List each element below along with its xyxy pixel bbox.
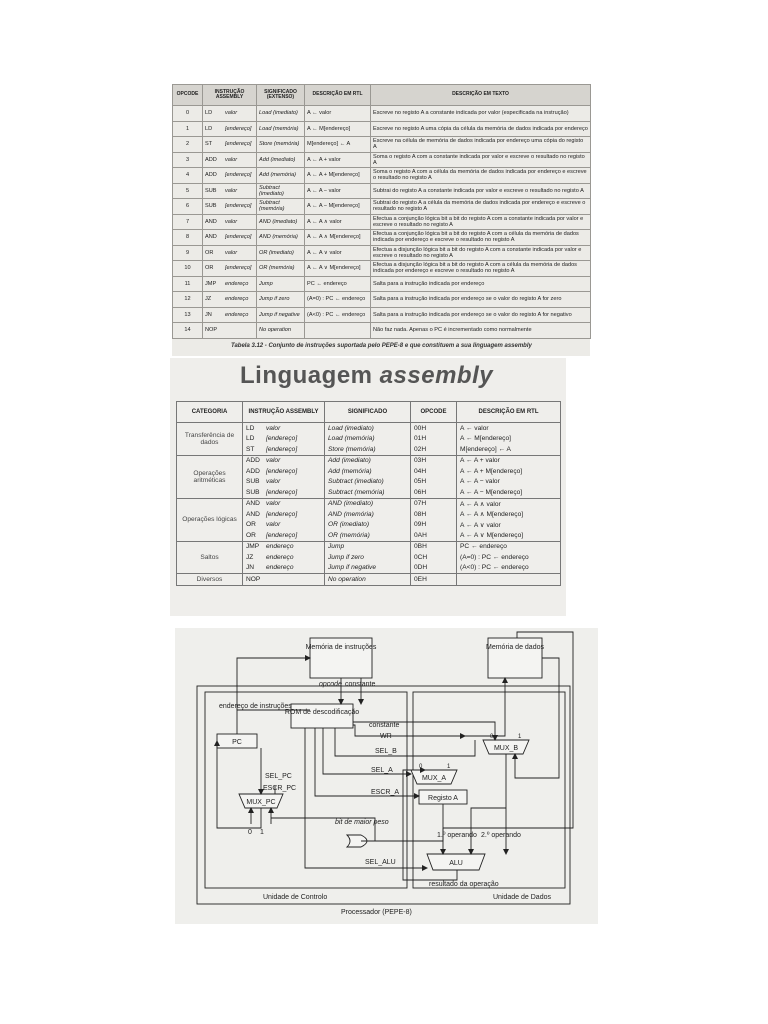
opcode-cell: 0AH	[411, 530, 457, 541]
opcode-cell: 13	[173, 307, 203, 323]
data-memory-label: Memória de dados	[486, 644, 544, 651]
category-cell: Operações aritméticas	[177, 455, 243, 498]
opcode-cell: 14	[173, 323, 203, 339]
text-description-cell: Efectua a conjunção lógica bit a bit do registo A com a constante indicada por valor e escreve o resultado no registo A	[371, 214, 591, 230]
opcode-cell: 07H	[411, 498, 457, 509]
opcode-cell: 4	[173, 168, 203, 184]
meaning-cell: AND (memória)	[325, 509, 411, 520]
rtl-cell: A ← A + valor	[305, 152, 371, 168]
text-description-cell: Subtrai do registo A a constante indicada por valor e escreve o resultado no registo A	[371, 183, 591, 199]
opcode-cell: 2	[173, 137, 203, 153]
table-row	[173, 183, 591, 199]
mnemonic: ADD	[246, 467, 260, 475]
operand: [endereço]	[225, 125, 252, 132]
operand: [endereço]	[225, 265, 252, 272]
table-row	[177, 574, 561, 586]
constant-signal-label: constante	[369, 722, 400, 729]
opcode-label: opcode	[319, 681, 342, 688]
data-unit-label: Unidade de Dados	[493, 894, 551, 901]
escr-pc-signal-label: ESCR_PC	[263, 785, 297, 792]
title-text: Linguagem	[240, 362, 380, 389]
opcode-cell: 00H	[411, 423, 457, 434]
category-cell: Saltos	[177, 541, 243, 574]
instruction-address-label: endereço de instruções	[219, 703, 292, 710]
processor-block-diagram	[175, 628, 598, 924]
rtl-cell: A ← M[endereço]	[457, 434, 561, 445]
mnemonic: SUB	[205, 203, 217, 210]
meaning-cell: Add (imediato)	[257, 152, 305, 168]
mnemonic: OR	[205, 265, 214, 272]
mnemonic: NOP	[246, 575, 261, 583]
text-description-cell: Salta para a instrução indicada por endereço se o valor do registo A for negativo	[371, 307, 591, 323]
sel-a-signal-label: SEL_A	[371, 767, 393, 774]
operand-2-label: 2.º operando	[481, 832, 521, 839]
mnemonic: AND	[205, 234, 217, 241]
rtl-cell: A ← A − valor	[305, 183, 371, 199]
meaning-cell: Store (memória)	[325, 444, 411, 455]
rtl-cell: A ← A + valor	[457, 455, 561, 466]
opcode-cell: 09H	[411, 520, 457, 531]
table-row	[173, 199, 591, 215]
instruction-cell	[203, 230, 257, 246]
instruction-cell	[203, 292, 257, 308]
rtl-cell: A ← A ∨ valor	[457, 520, 561, 531]
processor-label: Processador (PEPE-8)	[341, 909, 412, 916]
rtl-cell: A ← A − M[endereço]	[457, 487, 561, 498]
mnemonic: ST	[246, 445, 255, 453]
category-cell: Diversos	[177, 574, 243, 586]
mnemonic: LD	[205, 125, 213, 132]
opcode-cell: 5	[173, 183, 203, 199]
column-header: DESCRIÇÃO EM RTL	[457, 402, 561, 423]
rtl-cell: A ← A ∧ valor	[457, 498, 561, 509]
operand: endereço	[225, 280, 249, 287]
mnemonic: JMP	[205, 280, 217, 287]
column-header: SIGNIFICADO	[325, 402, 411, 423]
category-cell: Transferência de dados	[177, 423, 243, 456]
mnemonic: OR	[246, 531, 256, 539]
opcode-cell: 03H	[411, 455, 457, 466]
meaning-cell: Subtract (memória)	[325, 487, 411, 498]
mnemonic: NOP	[205, 327, 218, 334]
opcode-cell: 3	[173, 152, 203, 168]
table-row	[173, 230, 591, 246]
instruction-cell	[243, 498, 325, 509]
assembly-language-table	[176, 401, 561, 586]
rtl-cell	[457, 574, 561, 586]
assembly-language-table-scan	[170, 358, 566, 616]
mux-pc-input-1: 1	[260, 829, 264, 836]
table-header-row	[173, 85, 591, 106]
table-row	[173, 168, 591, 184]
text-description-cell: Subtrai do registo A a célula da memória de dados indicada por endereço e escreve o resultado no registo A	[371, 199, 591, 215]
text-description-cell: Salta para a instrução indicada por endereço	[371, 276, 591, 292]
column-header: OPCODE	[173, 85, 203, 106]
mux-a-input-0: 0	[419, 764, 423, 770]
operand: endereço	[266, 543, 294, 551]
operand: valor	[225, 110, 238, 117]
table-row	[173, 214, 591, 230]
opcode-cell: 0EH	[411, 574, 457, 586]
msb-label: bit de maior peso	[335, 819, 389, 826]
table-row	[177, 423, 561, 434]
rtl-cell: A ← A ∨ valor	[305, 245, 371, 261]
opcode-cell: 6	[173, 199, 203, 215]
operand: [endereço]	[266, 467, 298, 475]
mnemonic: JN	[246, 564, 255, 572]
instruction-cell	[203, 261, 257, 277]
instruction-cell	[243, 530, 325, 541]
text-description-cell: Efectua a disjunção lógica bit a bit do registo A com a constante indicada por valor e escreve o resultado no registo A	[371, 245, 591, 261]
table-row	[177, 455, 561, 466]
rtl-cell: A ← valor	[305, 106, 371, 122]
instruction-cell	[203, 183, 257, 199]
instruction-cell	[243, 434, 325, 445]
rtl-cell: A ← A − valor	[457, 477, 561, 488]
rtl-cell: (A<0) : PC ← endereço	[305, 307, 371, 323]
mnemonic: AND	[205, 218, 217, 225]
operand: [endereço]	[225, 141, 252, 148]
opcode-cell: 0BH	[411, 541, 457, 552]
mnemonic: LD	[205, 110, 213, 117]
sel-alu-signal-label: SEL_ALU	[365, 859, 396, 866]
mnemonic: SUB	[205, 187, 217, 194]
meaning-cell: OR (imediato)	[257, 245, 305, 261]
rtl-cell: A ← A − M[endereço]	[305, 199, 371, 215]
mux-pc-input-0: 0	[248, 829, 252, 836]
alu-label: ALU	[449, 860, 463, 867]
column-header: CATEGORIA	[177, 402, 243, 423]
mnemonic: JZ	[205, 296, 212, 303]
instruction-cell	[203, 168, 257, 184]
table-row	[177, 541, 561, 552]
mnemonic: ADD	[205, 156, 217, 163]
mux-a-input-1: 1	[447, 764, 451, 770]
meaning-cell: AND (memória)	[257, 230, 305, 246]
operand: valor	[266, 424, 281, 432]
column-header: DESCRIÇÃO EM RTL	[305, 85, 371, 106]
opcode-cell: 12	[173, 292, 203, 308]
rtl-cell: (A=0) : PC ← endereço	[457, 552, 561, 563]
meaning-cell: Jump if zero	[325, 552, 411, 563]
rtl-cell: A ← A ∧ valor	[305, 214, 371, 230]
table-row	[173, 245, 591, 261]
operand: valor	[266, 457, 281, 465]
instruction-cell	[243, 487, 325, 498]
meaning-cell: OR (memória)	[257, 261, 305, 277]
table-header-row	[177, 402, 561, 423]
mnemonic: AND	[246, 510, 260, 518]
operand: valor	[225, 249, 238, 256]
instruction-cell	[243, 466, 325, 477]
instruction-cell	[243, 574, 325, 586]
column-header: DESCRIÇÃO EM TEXTO	[371, 85, 591, 106]
operand: endereço	[266, 564, 294, 572]
instruction-cell	[243, 520, 325, 531]
mnemonic: JZ	[246, 553, 254, 561]
operand: [endereço]	[266, 445, 298, 453]
opcode-cell: 8	[173, 230, 203, 246]
instruction-cell	[203, 121, 257, 137]
text-description-cell: Soma o registo A com a célula da memória de dados indicada por endereço e escreve o resultado no registo A	[371, 168, 591, 184]
opcode-cell: 06H	[411, 487, 457, 498]
operand: endereço	[266, 553, 294, 561]
mnemonic: ST	[205, 141, 213, 148]
mnemonic: ADD	[246, 457, 260, 465]
control-unit-label: Unidade de Controlo	[263, 894, 328, 901]
rtl-cell: (A=0) : PC ← endereço	[305, 292, 371, 308]
meaning-cell: Add (imediato)	[325, 455, 411, 466]
rtl-cell	[305, 323, 371, 339]
meaning-cell: Load (memória)	[257, 121, 305, 137]
instruction-cell	[243, 423, 325, 434]
column-header: SIGNIFICADO (EXTENSO)	[257, 85, 305, 106]
meaning-cell: No operation	[325, 574, 411, 586]
escr-a-signal-label: ESCR_A	[371, 789, 400, 796]
operand: valor	[266, 521, 281, 529]
instruction-cell	[203, 137, 257, 153]
operand: [endereço]	[266, 488, 298, 496]
text-description-cell: Não faz nada. Apenas o PC é incrementado como normalmente	[371, 323, 591, 339]
instruction-memory-label-1: Memória de instruções	[305, 644, 377, 651]
instruction-cell	[243, 444, 325, 455]
instruction-cell	[243, 552, 325, 563]
rtl-cell: M[endereço] ← A	[457, 444, 561, 455]
operand-1-label: 1.º operando	[437, 832, 477, 839]
mux-b-input-0: 0	[490, 734, 494, 740]
instruction-cell	[243, 563, 325, 574]
opcode-cell: 02H	[411, 444, 457, 455]
opcode-cell: 0CH	[411, 552, 457, 563]
rtl-cell: A ← M[endereço]	[305, 121, 371, 137]
meaning-cell: Subtract (imediato)	[325, 477, 411, 488]
meaning-cell: Add (memória)	[325, 466, 411, 477]
text-description-cell: Efectua a disjunção lógica bit a bit do registo A com a célula da memória de dados indicada por endereço e escreve o resultado no registo A	[371, 261, 591, 277]
rtl-cell: A ← valor	[457, 423, 561, 434]
operand: [endereço]	[225, 172, 252, 179]
instruction-set-table-scan	[172, 84, 590, 356]
constant-top-label: constante	[345, 681, 376, 688]
instruction-cell	[243, 541, 325, 552]
rtl-cell: A ← A ∨ M[endereço]	[457, 530, 561, 541]
mnemonic: ADD	[205, 172, 217, 179]
opcode-cell: 04H	[411, 466, 457, 477]
table-row	[173, 106, 591, 122]
opcode-cell: 7	[173, 214, 203, 230]
operand: endereço	[225, 296, 249, 303]
instruction-cell	[203, 152, 257, 168]
table-row	[173, 152, 591, 168]
meaning-cell: Store (memória)	[257, 137, 305, 153]
operand: valor	[266, 478, 281, 486]
instruction-cell	[203, 245, 257, 261]
meaning-cell: OR (memória)	[325, 530, 411, 541]
register-a-label: Registo A	[428, 795, 458, 802]
instruction-cell	[243, 455, 325, 466]
meaning-cell: Jump if negative	[325, 563, 411, 574]
sel-pc-signal-label: SEL_PC	[265, 773, 292, 780]
mux-a-label: MUX_A	[421, 775, 447, 782]
wr-signal-label: WR	[380, 733, 392, 740]
table-caption: Tabela 3.12 - Conjunto de instruções suportada pelo PEPE-8 e que constituem a sua linguagem assembly	[231, 343, 532, 349]
operand: [endereço]	[266, 435, 298, 443]
mnemonic: JN	[205, 311, 212, 318]
instruction-cell	[243, 477, 325, 488]
operand: [endereço]	[266, 531, 298, 539]
result-label: resultado da operação	[429, 881, 499, 888]
meaning-cell: Jump if zero	[257, 292, 305, 308]
operand: valor	[225, 156, 238, 163]
title-italic-text: assembly	[379, 362, 494, 389]
mnemonic: SUB	[246, 478, 260, 486]
meaning-cell: AND (imediato)	[325, 498, 411, 509]
opcode-cell: 01H	[411, 434, 457, 445]
opcode-cell: 0DH	[411, 563, 457, 574]
instruction-cell	[203, 214, 257, 230]
meaning-cell: Jump	[257, 276, 305, 292]
mnemonic: SUB	[246, 488, 260, 496]
instruction-cell	[203, 323, 257, 339]
table-row	[173, 307, 591, 323]
mux-pc-label: MUX_PC	[246, 799, 276, 806]
mnemonic: AND	[246, 500, 260, 508]
opcode-cell: 11	[173, 276, 203, 292]
column-header: INSTRUÇÃO ASSEMBLY	[243, 402, 325, 423]
table-row	[177, 498, 561, 509]
opcode-cell: 1	[173, 121, 203, 137]
opcode-cell: 9	[173, 245, 203, 261]
processor-diagram-scan	[175, 628, 598, 924]
meaning-cell: Jump	[325, 541, 411, 552]
operand: endereço	[225, 311, 249, 318]
table-row	[173, 292, 591, 308]
meaning-cell: Load (memória)	[325, 434, 411, 445]
table-row	[173, 261, 591, 277]
operand: [endereço]	[225, 234, 252, 241]
opcode-cell: 0	[173, 106, 203, 122]
opcode-cell: 08H	[411, 509, 457, 520]
mnemonic: JMP	[246, 543, 260, 551]
rtl-cell: M[endereço] ← A	[305, 137, 371, 153]
meaning-cell: Load (imediato)	[325, 423, 411, 434]
section-title	[240, 362, 493, 390]
meaning-cell: Load (imediato)	[257, 106, 305, 122]
table-row	[173, 137, 591, 153]
meaning-cell: No operation	[257, 323, 305, 339]
rtl-cell: A ← A ∨ M[endereço]	[305, 261, 371, 277]
instruction-cell	[203, 307, 257, 323]
operand: valor	[225, 187, 238, 194]
rtl-cell: A ← A ∧ M[endereço]	[457, 509, 561, 520]
column-header: INSTRUÇÃO ASSEMBLY	[203, 85, 257, 106]
mux-b-label: MUX_B	[493, 745, 519, 752]
instruction-cell	[203, 276, 257, 292]
text-description-cell: Salta para a instrução indicada por endereço se o valor do registo A for zero	[371, 292, 591, 308]
text-description-cell: Soma o registo A com a constante indicada por valor e escreve o resultado no registo A	[371, 152, 591, 168]
meaning-cell: Add (memória)	[257, 168, 305, 184]
mnemonic: OR	[205, 249, 214, 256]
meaning-cell: OR (imediato)	[325, 520, 411, 531]
rtl-cell: A ← A + M[endereço]	[457, 466, 561, 477]
column-header: OPCODE	[411, 402, 457, 423]
mnemonic: OR	[246, 521, 256, 529]
rtl-cell: PC ← endereço	[305, 276, 371, 292]
operand: [endereço]	[225, 203, 252, 210]
instruction-cell	[203, 106, 257, 122]
instruction-cell	[243, 509, 325, 520]
mux-b-input-1: 1	[518, 734, 522, 740]
meaning-cell: AND (imediato)	[257, 214, 305, 230]
operand: valor	[266, 500, 281, 508]
table-row	[173, 323, 591, 339]
sel-b-signal-label: SEL_B	[375, 748, 397, 755]
rom-label: ROM de descodificação	[284, 709, 360, 716]
mnemonic: LD	[246, 435, 255, 443]
category-cell: Operações lógicas	[177, 498, 243, 541]
meaning-cell: Subtract (memória)	[257, 199, 305, 215]
instruction-cell	[203, 199, 257, 215]
operand: valor	[225, 218, 238, 225]
instruction-set-table	[172, 84, 591, 339]
operand: [endereço]	[266, 510, 298, 518]
rom-box	[291, 704, 353, 728]
rtl-cell: PC ← endereço	[457, 541, 561, 552]
meaning-cell: Jump if negative	[257, 307, 305, 323]
meaning-cell: Subtract (imediato)	[257, 183, 305, 199]
rtl-cell: A ← A ∧ M[endereço]	[305, 230, 371, 246]
rtl-cell: (A<0) : PC ← endereço	[457, 563, 561, 574]
text-description-cell: Escreve no registo A uma cópia da célula da memória de dados indicada por endereço	[371, 121, 591, 137]
pc-label: PC	[232, 739, 242, 746]
text-description-cell: Efectua a conjunção lógica bit a bit do registo A com a célula da memória de dados indicada por endereço e escreve o resultado no registo A	[371, 230, 591, 246]
table-row	[173, 276, 591, 292]
opcode-cell: 05H	[411, 477, 457, 488]
text-description-cell: Escreve no registo A a constante indicada por valor (especificada na instrução)	[371, 106, 591, 122]
opcode-cell: 10	[173, 261, 203, 277]
rtl-cell: A ← A + M[endereço]	[305, 168, 371, 184]
mnemonic: LD	[246, 424, 255, 432]
table-row	[173, 121, 591, 137]
text-description-cell: Escreve na célula de memória de dados indicada por endereço uma cópia do registo A	[371, 137, 591, 153]
